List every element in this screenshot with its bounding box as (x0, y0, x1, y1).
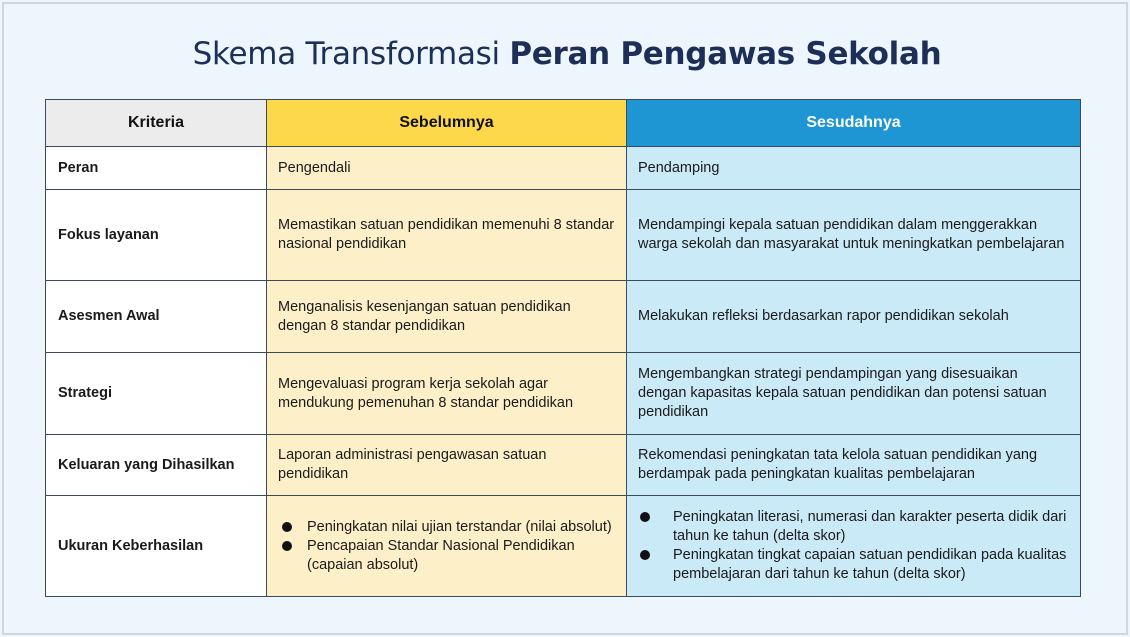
table-row (46, 190, 1081, 281)
row-sesudahnya: Melakukan refleksi berdasarkan rapor pendidikan sekolah (627, 281, 1081, 353)
row-kriteria: Ukuran Keberhasilan (46, 496, 267, 597)
row-sebelumnya-list (267, 496, 627, 597)
row-sebelumnya: Mengevaluasi program kerja sekolah agar mendukung pemenuhan 8 standar pendidikan (267, 353, 627, 435)
list-item (638, 508, 1069, 546)
list-item-text: Peningkatan tingkat capaian satuan pendidikan pada kualitas pembelajaran dari tahun ke tahun (delta skor) (673, 547, 1067, 582)
table-row (46, 147, 1081, 190)
row-kriteria: Fokus layanan (46, 190, 267, 281)
row-kriteria: Asesmen Awal (46, 281, 267, 353)
row-sesudahnya: Mengembangkan strategi pendampingan yang disesuaikan dengan kapasitas kepala satuan pendidikan dan potensi satuan pendidikan (627, 353, 1081, 435)
list-item-text: Peningkatan nilai ujian terstandar (nilai absolut) (307, 518, 612, 535)
row-kriteria: Strategi (46, 353, 267, 435)
header-kriteria: Kriteria (46, 100, 267, 147)
row-sesudahnya: Mendampingi kepala satuan pendidikan dalam menggerakkan warga sekolah dan masyarakat untuk meningkatkan pembelajaran (627, 190, 1081, 281)
table-row (46, 496, 1081, 597)
row-sesudahnya: Rekomendasi peningkatan tata kelola satuan pendidikan yang berdampak pada peningkatan kualitas pembelajaran (627, 435, 1081, 496)
bullet-icon (282, 522, 292, 532)
row-sebelumnya: Menganalisis kesenjangan satuan pendidikan dengan 8 standar pendidikan (267, 281, 627, 353)
row-kriteria: Peran (46, 147, 267, 190)
list-item (278, 518, 615, 537)
row-sesudahnya-list (627, 496, 1081, 597)
list-item-text: Peningkatan literasi, numerasi dan karakter peserta didik dari tahun ke tahun (delta skor) (673, 509, 1067, 544)
bullet-list (638, 508, 1069, 584)
bullet-icon (282, 541, 292, 551)
header-sesudahnya: Sesudahnya (627, 100, 1081, 147)
bullet-icon (640, 512, 650, 522)
page-title (4, 36, 1130, 72)
bullet-list (278, 518, 615, 575)
title-light: Skema Transformasi (192, 36, 510, 72)
row-kriteria: Keluaran yang Dihasilkan (46, 435, 267, 496)
header-sebelumnya: Sebelumnya (267, 100, 627, 147)
row-sebelumnya: Memastikan satuan pendidikan memenuhi 8 standar nasional pendidikan (267, 190, 627, 281)
table-row (46, 435, 1081, 496)
list-item (278, 537, 615, 575)
row-sesudahnya: Pendamping (627, 147, 1081, 190)
row-sebelumnya: Pengendali (267, 147, 627, 190)
row-sebelumnya: Laporan administrasi pengawasan satuan pendidikan (267, 435, 627, 496)
comparison-table (45, 99, 1081, 597)
table-row (46, 353, 1081, 435)
list-item-text: Pencapaian Standar Nasional Pendidikan (capaian absolut) (307, 537, 575, 573)
title-bold: Peran Pengawas Sekolah (509, 36, 942, 72)
list-item (638, 546, 1069, 584)
table-row (46, 281, 1081, 353)
header-row (46, 100, 1081, 147)
bullet-icon (640, 550, 650, 560)
